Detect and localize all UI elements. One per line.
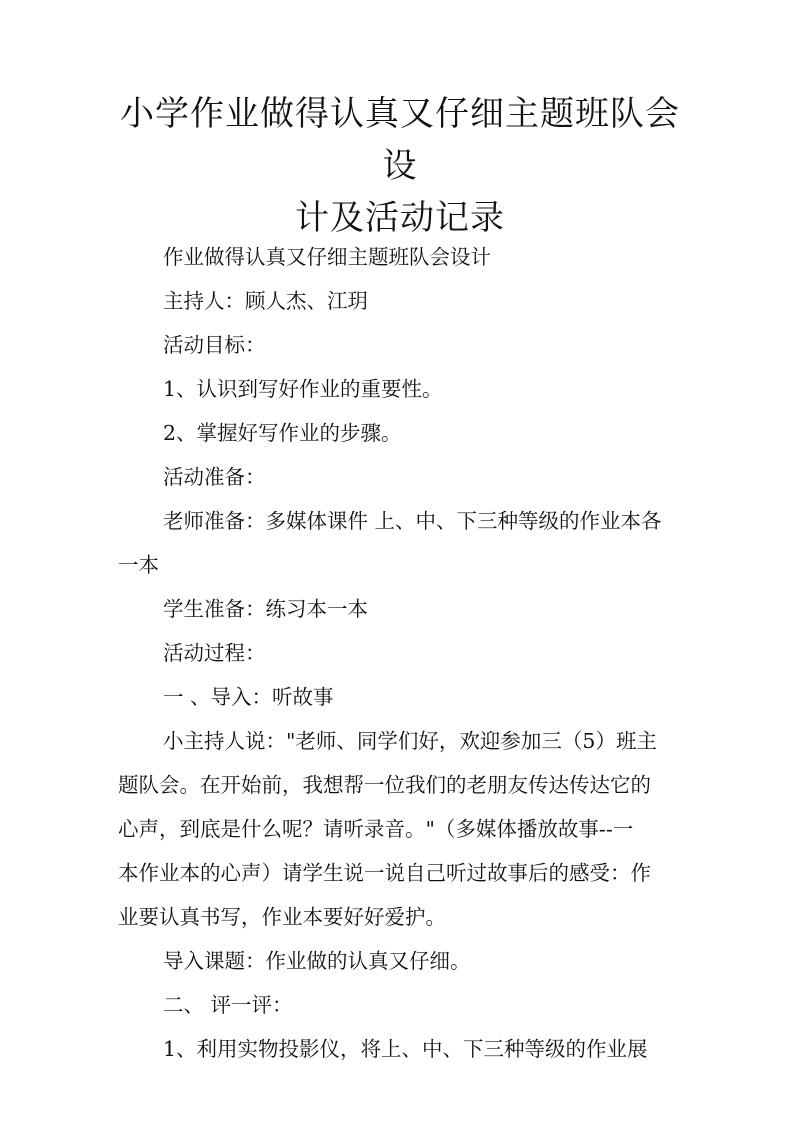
paragraph-line: 业要认真书写，作业本要好好爱护。 <box>118 905 446 929</box>
goal-item-2: 2、掌握好写作业的步骤。 <box>163 421 402 445</box>
title-line-2: 计及活动记录 <box>295 198 505 238</box>
document-title <box>110 88 690 244</box>
step-two-item-1: 1、利用实物投影仪，将上、中、下三种等级的作业展 <box>163 1037 648 1061</box>
student-prep-line: 学生准备：练习本一本 <box>163 597 368 621</box>
section-heading-prep: 活动准备： <box>163 465 266 489</box>
paragraph-line: 小主持人说："老师、同学们好，欢迎参加三（5）班主 <box>163 729 657 753</box>
teacher-prep-line: 老师准备：多媒体课件 上、中、下三种等级的作业本各 <box>163 509 662 533</box>
section-heading-process: 活动过程： <box>163 641 266 665</box>
section-heading-goals: 活动目标： <box>163 333 266 357</box>
step-one-heading: 一 、导入：听故事 <box>163 685 334 709</box>
step-two-heading: 二、 评一评： <box>163 993 293 1017</box>
goal-item-1: 1、认识到写好作业的重要性。 <box>163 377 443 401</box>
subtitle-line: 作业做得认真又仔细主题班队会设计 <box>163 245 491 269</box>
teacher-prep-line-cont: 一本 <box>118 553 159 577</box>
paragraph-line: 题队会。在开始前，我想帮一位我们的老朋友传达传达它的 <box>118 773 651 797</box>
paragraph-line: 心声，到底是什么呢？请听录音。"（多媒体播放故事--一 <box>118 817 634 841</box>
paragraph-line: 本作业本的心声）请学生说一说自己听过故事后的感受：作 <box>118 861 651 885</box>
host-line: 主持人：顾人杰、江玥 <box>163 289 368 313</box>
topic-line: 导入课题：作业做的认真又仔细。 <box>163 949 471 973</box>
title-line-1: 小学作业做得认真又仔细主题班队会设 <box>120 94 680 186</box>
